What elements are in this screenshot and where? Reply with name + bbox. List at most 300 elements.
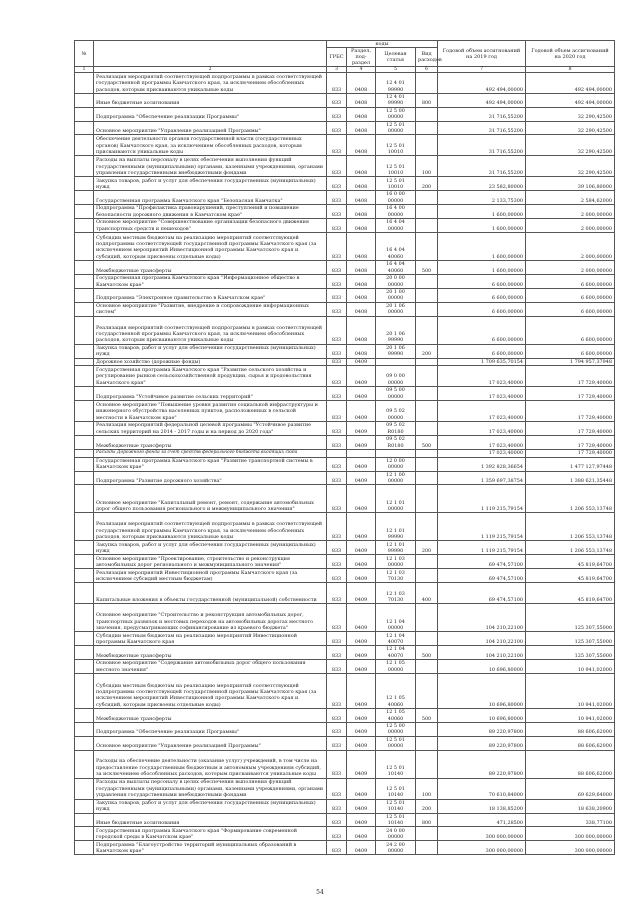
document-page	[74, 40, 614, 855]
col-number: 6	[416, 67, 438, 73]
row-grbs-cell: 833	[327, 569, 347, 583]
row-csr-cell: 24 0 00 00000	[376, 827, 416, 841]
row-2020-cell: 300 000,00000	[526, 827, 615, 841]
row-vr-cell	[416, 604, 438, 632]
row-number-cell	[75, 827, 94, 841]
row-2019-cell: 1 359 697,38754	[438, 471, 526, 485]
row-grbs-cell: 833	[327, 275, 347, 289]
row-vr-cell: 100	[416, 156, 438, 177]
table-row	[75, 604, 615, 632]
row-name-cell: Субсидии местным бюджетам на реализацию мероприятий соответствующей подпрограммы соответствующей государственной программы Камчатского края (за исключением мероприятий Инвестиционной программы Камчатского края и субсидий, которым присвоены отдельные коды)	[94, 233, 327, 261]
row-2019-cell: 10 696,80000	[438, 660, 526, 674]
row-razdel-cell: 0409	[347, 799, 376, 813]
col-header-2020: Годовой объем ассигнований на 2020 год	[526, 41, 615, 67]
row-razdel-cell: 0408	[347, 177, 376, 191]
row-razdel-cell: 0409	[347, 485, 376, 513]
row-name-cell: Подпрограмма "Обеспечение реализации Программы"	[94, 107, 327, 121]
row-vr-cell	[416, 121, 438, 135]
row-csr-cell: 20 1 00 00000	[376, 289, 416, 303]
row-name-cell: Подпрограмма "Профилактика правонарушений, преступлений и повышение безопасности дорожного движения в Камчатском крае"	[94, 205, 327, 219]
row-number-cell	[75, 674, 94, 709]
row-vr-cell	[416, 660, 438, 674]
row-grbs-cell: 833	[327, 422, 347, 436]
row-2020-cell: 32 290,42500	[526, 156, 615, 177]
row-grbs-cell: 833	[327, 736, 347, 750]
row-name-cell: Капитальные вложения в объекты государственной (муниципальной) собственности	[94, 583, 327, 604]
row-grbs-cell	[327, 450, 347, 457]
col-number: 5	[376, 67, 416, 73]
row-grbs-cell: 833	[327, 436, 347, 450]
row-vr-cell	[416, 73, 438, 94]
row-name-cell: Иные бюджетные ассигнования	[94, 813, 327, 827]
table-row	[75, 778, 615, 799]
row-razdel-cell: 0408	[347, 191, 376, 205]
row-razdel-cell: 0408	[347, 316, 376, 344]
row-2020-cell: 17 729,40000	[526, 450, 615, 457]
row-csr-cell: 12 0 00 00000	[376, 457, 416, 471]
row-2020-cell: 125 307,55000	[526, 632, 615, 646]
row-2020-cell: 2 000,00000	[526, 205, 615, 219]
row-csr-cell: 12 1 03 00000	[376, 555, 416, 569]
row-name-cell: Реализация мероприятий федеральной целевой программы "Устойчивое развитие сельских территорий на 2014 - 2017 годы и на период до 2020 года"	[94, 422, 327, 436]
row-number-cell	[75, 233, 94, 261]
row-number-cell	[75, 275, 94, 289]
row-2020-cell: 88 606,62000	[526, 736, 615, 750]
row-grbs-cell: 833	[327, 750, 347, 778]
table-row	[75, 646, 615, 660]
row-csr-cell: 12 1 05 40060	[376, 674, 416, 709]
row-name-cell: Иные бюджетные ассигнования	[94, 94, 327, 108]
table-row	[75, 344, 615, 358]
table-row	[75, 233, 615, 261]
row-2019-cell: 18 138,85200	[438, 799, 526, 813]
table-row	[75, 401, 615, 422]
row-2019-cell: 104 210,22100	[438, 646, 526, 660]
row-csr-cell: 12 1 05 40060	[376, 709, 416, 723]
row-razdel-cell: 0408	[347, 73, 376, 94]
col-header-grbs: ГРБС	[327, 48, 347, 67]
page-number: 54	[316, 889, 324, 896]
table-row	[75, 583, 615, 604]
row-grbs-cell: 833	[327, 813, 347, 827]
row-csr-cell: 12 5 01 10140	[376, 778, 416, 799]
row-number-cell	[75, 135, 94, 156]
row-razdel-cell: 0409	[347, 750, 376, 778]
row-grbs-cell: 833	[327, 799, 347, 813]
row-grbs-cell: 833	[327, 722, 347, 736]
row-razdel-cell: 0409	[347, 660, 376, 674]
table-row	[75, 709, 615, 723]
row-number-cell	[75, 555, 94, 569]
row-grbs-cell: 833	[327, 233, 347, 261]
row-number-cell	[75, 94, 94, 108]
row-csr-cell: 12 5 00 00000	[376, 107, 416, 121]
row-name-cell: Государственная программа Камчатского края "Развитие транспортной системы в Камчатском крае"	[94, 457, 327, 471]
row-csr-cell: 12 1 01 99990	[376, 513, 416, 541]
row-2019-cell: 6 600,00000	[438, 302, 526, 316]
row-number-cell	[75, 660, 94, 674]
row-vr-cell	[416, 555, 438, 569]
row-csr-cell: 12 4 01 99990	[376, 73, 416, 94]
row-vr-cell: 100	[416, 778, 438, 799]
row-2019-cell: 31 716,55200	[438, 156, 526, 177]
row-2020-cell: 125 307,55000	[526, 646, 615, 660]
row-grbs-cell: 833	[327, 583, 347, 604]
row-vr-cell: 200	[416, 799, 438, 813]
col-number: 3	[327, 67, 347, 73]
row-grbs-cell: 833	[327, 177, 347, 191]
row-vr-cell	[416, 632, 438, 646]
row-2020-cell: 10 941,02000	[526, 709, 615, 723]
row-csr-cell: 24 2 00 00000	[376, 841, 416, 855]
col-number: 1	[75, 67, 94, 73]
row-razdel-cell: 0408	[347, 261, 376, 275]
row-vr-cell	[416, 450, 438, 457]
row-2020-cell: 492 494,00000	[526, 94, 615, 108]
row-number-cell	[75, 401, 94, 422]
row-2019-cell: 2 133,75300	[438, 191, 526, 205]
col-header-name	[94, 41, 327, 67]
table-body	[75, 73, 615, 855]
row-name-cell: Межбюджетные трансферты	[94, 646, 327, 660]
row-grbs-cell: 833	[327, 778, 347, 799]
row-grbs-cell: 833	[327, 660, 347, 674]
row-grbs-cell: 833	[327, 366, 347, 387]
row-csr-cell: 12 1 04 40070	[376, 632, 416, 646]
row-number-cell	[75, 289, 94, 303]
col-header-razdel: Раздел, под-раздел	[347, 48, 376, 67]
row-2020-cell: 6 600,00000	[526, 344, 615, 358]
row-2020-cell: 88 606,62000	[526, 722, 615, 736]
row-vr-cell	[416, 233, 438, 261]
row-razdel-cell: 0409	[347, 736, 376, 750]
table-row	[75, 471, 615, 485]
row-razdel-cell: 0408	[347, 156, 376, 177]
row-grbs-cell: 833	[327, 289, 347, 303]
table-row	[75, 358, 615, 365]
row-name-cell: Подпрограмма "Благоустройство территорий муниципальных образований в Камчатском крае"	[94, 841, 327, 855]
row-name-cell: Основное мероприятие "Проектирование, строительство и реконструкция автомобильных дорог регионального и межмуниципального значения"	[94, 555, 327, 569]
table-row	[75, 73, 615, 94]
row-vr-cell	[416, 289, 438, 303]
row-razdel-cell: 0409	[347, 604, 376, 632]
row-number-cell	[75, 841, 94, 855]
row-name-cell: Основное мероприятие "Управление реализацией Программы"	[94, 121, 327, 135]
row-csr-cell: 20 1 06 99990	[376, 316, 416, 344]
table-row	[75, 219, 615, 233]
row-razdel-cell: 0409	[347, 436, 376, 450]
table-row	[75, 275, 615, 289]
table-row	[75, 302, 615, 316]
row-name-cell: Межбюджетные трансферты	[94, 709, 327, 723]
row-2020-cell: 45 819,64700	[526, 569, 615, 583]
row-2020-cell: 17 729,40000	[526, 401, 615, 422]
row-number-cell	[75, 156, 94, 177]
row-vr-cell	[416, 107, 438, 121]
row-grbs-cell: 833	[327, 827, 347, 841]
row-csr-cell: 12 5 01 10010	[376, 135, 416, 156]
row-name-cell: Основное мероприятие "Повышение уровня развития социальной инфраструктуры и инженерного обустройства населенных пунктов, расположенных в сельской местности в Камчатском крае"	[94, 401, 327, 422]
row-grbs-cell: 833	[327, 344, 347, 358]
row-grbs-cell: 833	[327, 387, 347, 401]
row-name-cell: Расходы на выплаты персоналу в целях обеспечения выполнения функций государственными (муниципальными) органами, казенными учреждениями, органами управления государственными внебюджетными фондами	[94, 156, 327, 177]
row-2019-cell: 70 610,84000	[438, 778, 526, 799]
row-2019-cell: 6 600,00000	[438, 275, 526, 289]
table-row	[75, 827, 615, 841]
row-2019-cell: 1 119 215,79154	[438, 541, 526, 555]
row-grbs-cell: 833	[327, 135, 347, 156]
row-number-cell	[75, 485, 94, 513]
row-vr-cell	[416, 401, 438, 422]
row-2019-cell: 1 600,00000	[438, 261, 526, 275]
table-row	[75, 813, 615, 827]
row-name-cell: Закупка товаров, работ и услуг для обеспечения государственных (муниципальных) нужд	[94, 177, 327, 191]
row-name-cell: Основное мероприятие "Совершенствование организации безопасного движения транспортных средств и пешеходов"	[94, 219, 327, 233]
row-number-cell	[75, 387, 94, 401]
row-csr-cell: 12 1 05 00000	[376, 660, 416, 674]
row-number-cell	[75, 513, 94, 541]
row-razdel-cell	[347, 450, 376, 457]
row-csr-cell: 12 5 00 00000	[376, 722, 416, 736]
row-vr-cell	[416, 722, 438, 736]
row-2020-cell: 45 819,64700	[526, 555, 615, 569]
row-name-cell: Расходы на обеспечение деятельности (оказание услуг) учреждений, в том числе на предоставление государственным бюджетным и автономным учреждениям субсидий, за исключением обособленных расходов, которым присваиваются уникальные коды	[94, 750, 327, 778]
row-2020-cell: 45 819,64700	[526, 583, 615, 604]
row-2019-cell: 1 600,00000	[438, 233, 526, 261]
row-csr-cell: 12 5 01 00000	[376, 121, 416, 135]
row-number-cell	[75, 583, 94, 604]
row-razdel-cell: 0408	[347, 121, 376, 135]
row-grbs-cell: 833	[327, 457, 347, 471]
row-csr-cell: 12 1 01 00000	[376, 485, 416, 513]
row-csr-cell: 12 5 01 10140	[376, 750, 416, 778]
row-vr-cell: 500	[416, 709, 438, 723]
row-number-cell	[75, 302, 94, 316]
table-row	[75, 513, 615, 541]
row-2019-cell: 1 600,00000	[438, 219, 526, 233]
row-vr-cell	[416, 471, 438, 485]
table-row	[75, 841, 615, 855]
row-2019-cell: 17 023,40000	[438, 387, 526, 401]
table-row	[75, 107, 615, 121]
row-2019-cell: 69 474,57100	[438, 569, 526, 583]
row-name-cell: Закупка товаров, работ и услуг для обеспечения государственных (муниципальных) нужд	[94, 344, 327, 358]
row-number-cell	[75, 471, 94, 485]
row-vr-cell	[416, 316, 438, 344]
table-row	[75, 750, 615, 778]
row-name-cell: Межбюджетные трансферты	[94, 436, 327, 450]
row-2020-cell: 1 388 621,35448	[526, 471, 615, 485]
row-number-cell	[75, 422, 94, 436]
col-number: 4	[347, 67, 376, 73]
row-grbs-cell: 833	[327, 156, 347, 177]
row-2020-cell: 6 600,00000	[526, 316, 615, 344]
row-2020-cell: 2 584,62000	[526, 191, 615, 205]
table-row	[75, 736, 615, 750]
row-number-cell	[75, 261, 94, 275]
row-vr-cell	[416, 569, 438, 583]
row-name-cell: Дорожное хозяйство (дорожные фонды)	[94, 358, 327, 365]
table-row	[75, 121, 615, 135]
row-razdel-cell: 0409	[347, 555, 376, 569]
col-header-num: №	[75, 41, 94, 67]
row-2019-cell: 31 716,55200	[438, 121, 526, 135]
row-grbs-cell: 833	[327, 555, 347, 569]
row-vr-cell	[416, 275, 438, 289]
table-row	[75, 660, 615, 674]
row-number-cell	[75, 722, 94, 736]
table-row	[75, 799, 615, 813]
col-header-codes: коды	[327, 41, 438, 48]
row-2020-cell: 125 307,55000	[526, 604, 615, 632]
row-2020-cell: 338,77100	[526, 813, 615, 827]
row-vr-cell	[416, 457, 438, 471]
row-2019-cell: 6 600,00000	[438, 289, 526, 303]
row-2019-cell: 89 220,97800	[438, 736, 526, 750]
row-csr-cell: 20 1 06 00000	[376, 302, 416, 316]
row-name-cell: Субсидии местным бюджетам на реализацию мероприятий соответствующей подпрограммы соответствующей государственной программы Камчатского края (за исключением мероприятий Инвестиционной программы Камчатского края и субсидий, которым присвоены отдельные коды)	[94, 674, 327, 709]
row-csr-cell: 16 4 04 00000	[376, 219, 416, 233]
row-razdel-cell: 0409	[347, 778, 376, 799]
row-number-cell	[75, 778, 94, 799]
row-name-cell: Реализация мероприятий Инвестиционной программы Камчатского края (за исключением субсидий местным бюджетам)	[94, 569, 327, 583]
col-number: 8	[526, 67, 615, 73]
table-row	[75, 632, 615, 646]
row-vr-cell: 200	[416, 541, 438, 555]
budget-table	[74, 40, 615, 855]
table-row	[75, 387, 615, 401]
row-name-cell: Обеспечение деятельности органов государственной власти (государственных органов) Камчатского края, за исключением обособленных расходов, которым присваиваются уникальные коды	[94, 135, 327, 156]
row-name-cell: Закупка товаров, работ и услуг для обеспечения государственных (муниципальных) нужд	[94, 799, 327, 813]
row-name-cell: Расходы на выплаты персоналу в целях обеспечения выполнения функций государственными (муниципальными) органами, казенными учреждениями, органами управления государственными внебюджетными фондами	[94, 778, 327, 799]
row-2020-cell: 1 477 127,97448	[526, 457, 615, 471]
row-razdel-cell: 0409	[347, 387, 376, 401]
row-csr-cell: 09 5 00 00000	[376, 387, 416, 401]
row-csr-cell: 16 4 04 40060	[376, 233, 416, 261]
row-razdel-cell: 0408	[347, 135, 376, 156]
row-vr-cell: 200	[416, 177, 438, 191]
table-row	[75, 289, 615, 303]
row-2020-cell: 32 290,42500	[526, 135, 615, 156]
row-razdel-cell: 0408	[347, 275, 376, 289]
row-vr-cell	[416, 422, 438, 436]
row-number-cell	[75, 799, 94, 813]
row-2020-cell: 1 206 553,13748	[526, 541, 615, 555]
row-razdel-cell: 0409	[347, 366, 376, 387]
row-number-cell	[75, 541, 94, 555]
table-row	[75, 191, 615, 205]
row-number-cell	[75, 646, 94, 660]
row-grbs-cell: 833	[327, 485, 347, 513]
table-row	[75, 569, 615, 583]
table-row	[75, 156, 615, 177]
row-name-cell: Основное мероприятие "Развитие, внедрение и сопровождение информационных систем"	[94, 302, 327, 316]
table-row	[75, 457, 615, 471]
row-2019-cell: 6 600,00000	[438, 344, 526, 358]
row-name-cell: Реализация мероприятий соответствующей подпрограммы в рамках соответствующей государственной программы Камчатского края, за исключением обособленных расходов, которым присваиваются уникальные коды	[94, 513, 327, 541]
row-2019-cell: 1 600,00000	[438, 205, 526, 219]
row-name-cell: Основное мероприятие "Строительство и реконструкция автомобильных дорог, транспортных развязок и мостовых переходов на автомобильных дорогах местного значения, предусматривающих софинансирование из краевого бюджета"	[94, 604, 327, 632]
row-csr-cell: 16 4 00 00000	[376, 205, 416, 219]
row-razdel-cell: 0408	[347, 205, 376, 219]
row-2019-cell: 492 494,00000	[438, 94, 526, 108]
row-name-cell: Государственная программа Камчатского края "Развитие сельского хозяйства и регулирование рынков сельскохозяйственной продукции, сырья и продовольствия Камчатского края"	[94, 366, 327, 387]
row-razdel-cell: 0409	[347, 583, 376, 604]
row-grbs-cell: 833	[327, 541, 347, 555]
col-header-2019: Годовой объем ассигнований на 2019 год	[438, 41, 526, 67]
row-vr-cell	[416, 750, 438, 778]
table-row	[75, 94, 615, 108]
row-2019-cell: 69 474,57100	[438, 555, 526, 569]
table-row	[75, 261, 615, 275]
row-csr-cell: 12 5 01 00000	[376, 736, 416, 750]
row-grbs-cell: 833	[327, 73, 347, 94]
row-grbs-cell: 833	[327, 674, 347, 709]
row-csr-cell: 12 1 04 00000	[376, 604, 416, 632]
row-number-cell	[75, 569, 94, 583]
row-vr-cell	[416, 674, 438, 709]
row-2020-cell: 88 606,62000	[526, 750, 615, 778]
row-name-cell: Закупка товаров, работ и услуг для обеспечения государственных (муниципальных) нужд	[94, 541, 327, 555]
row-2020-cell: 2 000,00000	[526, 233, 615, 261]
row-2019-cell: 17 023,40000	[438, 366, 526, 387]
row-vr-cell: 400	[416, 583, 438, 604]
table-row	[75, 450, 615, 457]
row-razdel-cell: 0409	[347, 422, 376, 436]
row-name-cell: Подпрограмма "Электронное правительство в Камчатском крае"	[94, 289, 327, 303]
row-name-cell: Государственная программа Камчатского края "Информационное общество в Камчатском крае"	[94, 275, 327, 289]
row-vr-cell: 800	[416, 94, 438, 108]
row-2020-cell: 2 000,00000	[526, 219, 615, 233]
row-grbs-cell: 833	[327, 401, 347, 422]
row-razdel-cell: 0409	[347, 674, 376, 709]
row-2020-cell: 17 729,40000	[526, 422, 615, 436]
row-2019-cell: 17 023,40000	[438, 422, 526, 436]
row-number-cell	[75, 736, 94, 750]
row-vr-cell	[416, 366, 438, 387]
row-vr-cell: 500	[416, 436, 438, 450]
col-header-csr: Целевая статья	[376, 48, 416, 67]
row-2019-cell: 300 000,00000	[438, 827, 526, 841]
row-number-cell	[75, 205, 94, 219]
row-grbs-cell: 833	[327, 471, 347, 485]
row-grbs-cell: 833	[327, 841, 347, 855]
row-grbs-cell: 833	[327, 646, 347, 660]
row-2019-cell: 17 023,40000	[438, 436, 526, 450]
row-number-cell	[75, 450, 94, 457]
row-csr-cell: 09 5 02 00000	[376, 401, 416, 422]
row-grbs-cell: 833	[327, 358, 347, 365]
row-name-cell: Субсидии местным бюджетам на реализацию мероприятий Инвестиционной программы Камчатского края	[94, 632, 327, 646]
row-2019-cell: 31 716,55200	[438, 107, 526, 121]
row-vr-cell	[416, 219, 438, 233]
row-vr-cell	[416, 387, 438, 401]
row-vr-cell: 800	[416, 813, 438, 827]
row-grbs-cell: 833	[327, 205, 347, 219]
row-2019-cell: 1 709 635,70154	[438, 358, 526, 365]
row-number-cell	[75, 632, 94, 646]
row-2019-cell: 10 696,80000	[438, 709, 526, 723]
row-razdel-cell: 0408	[347, 233, 376, 261]
row-2019-cell: 6 600,00000	[438, 316, 526, 344]
row-2020-cell: 1 206 553,13748	[526, 513, 615, 541]
row-grbs-cell: 833	[327, 513, 347, 541]
row-2020-cell: 300 000,00000	[526, 841, 615, 855]
row-razdel-cell: 0408	[347, 94, 376, 108]
table-row	[75, 674, 615, 709]
row-2020-cell: 10 941,02000	[526, 660, 615, 674]
row-number-cell	[75, 358, 94, 365]
